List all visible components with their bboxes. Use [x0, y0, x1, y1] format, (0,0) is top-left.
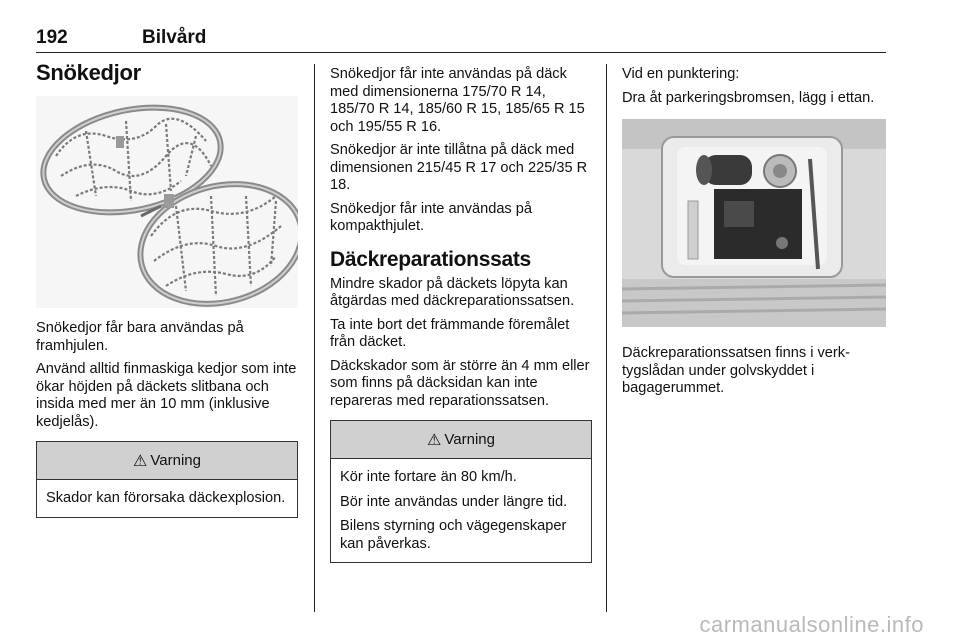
page-header [36, 27, 886, 53]
chapter-title: Bilvård [142, 27, 207, 48]
column-1 [36, 60, 298, 518]
warning-header [331, 421, 591, 459]
paragraph: Snökedjor är inte tillåtna på däck med dimensionen 215/45 R 17 och 225/35 R 18. [330, 142, 588, 193]
warning-text: Kör inte fortare än 80 km/h. [340, 469, 517, 485]
section-title-tire-repair-kit: Däckreparationssats [330, 247, 531, 271]
warning-title: Varning [444, 431, 495, 448]
warning-header [37, 442, 297, 480]
paragraph: Ta inte bort det främmande föremålet från däcket. [330, 316, 570, 350]
paragraph: Dra åt parkeringsbromsen, lägg i ettan. [622, 89, 875, 106]
warning-text: Bör inte användas under längre tid. [340, 493, 568, 510]
tire-repair-kit-photo [622, 119, 886, 327]
paragraph: Vid en punktering: [622, 66, 740, 82]
snow-chains-illustration [36, 96, 298, 308]
warning-triangle-icon: ⚠ [133, 452, 148, 470]
warning-body [331, 459, 591, 562]
paragraph: Snökedjor får bara användas på framhjulen. [36, 320, 244, 354]
paragraph: Mindre skador på däckets löpyta kan åtgärdas med däckreparationssatsen. [330, 275, 575, 309]
warning-triangle-icon: ⚠ [427, 431, 442, 449]
column-2 [330, 66, 592, 563]
watermark: carmanualsonline.info [699, 612, 924, 637]
paragraph: Snökedjor får inte användas på däck med dimensionerna 175/70 R 14, 185/70 R 14, 185/60 R 15, 185/65 R 15 och 195/55 R 16. [330, 66, 585, 135]
warning-box [330, 420, 592, 563]
page-number: 192 [36, 27, 68, 48]
warning-body [37, 480, 297, 517]
paragraph: Däckskador som är större än 4 mm eller som finns på däcksidan kan inte repareras med reparationssatsen. [330, 357, 590, 409]
paragraph: Däckreparationssatsen finns i verktygslådan under golvskyddet i bagagerummet. [622, 345, 850, 396]
column-divider [314, 64, 315, 612]
warning-text: Skador kan förorsaka däckexplosion. [46, 490, 286, 506]
warning-title: Varning [150, 452, 201, 469]
warning-box [36, 441, 298, 518]
warning-text: Bilens styrning och vägegenskaper kan påverkas. [340, 518, 567, 552]
column-3 [622, 66, 886, 404]
section-title-snow-chains: Snökedjor [36, 60, 141, 85]
column-divider [606, 64, 607, 612]
paragraph: Använd alltid finmaskiga kedjor som inte ökar höjden på däckets slitbana och insida med mer än 10 mm (inklusive kedjelås). [36, 361, 297, 430]
paragraph: Snökedjor får inte användas på kompakthjulet. [330, 200, 533, 234]
